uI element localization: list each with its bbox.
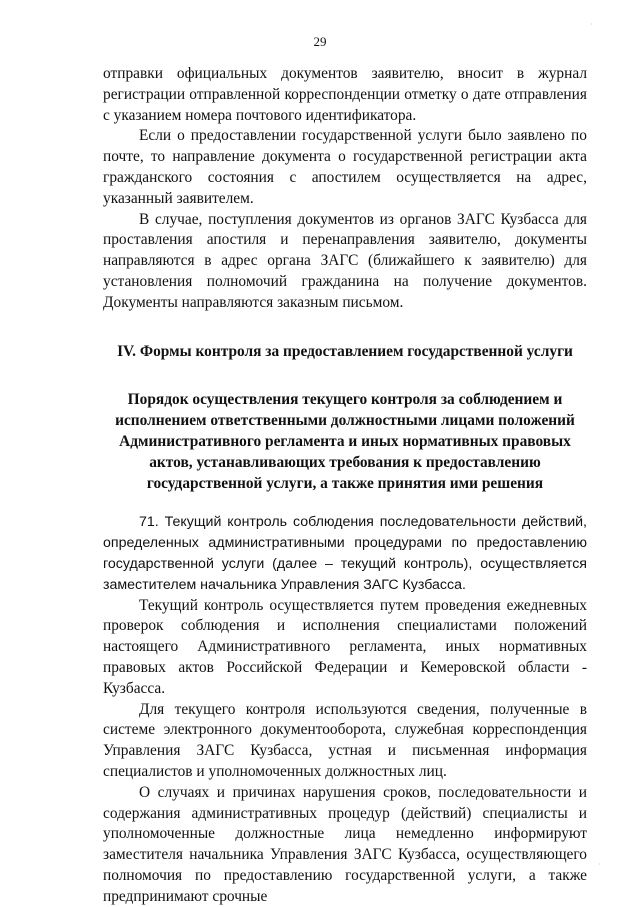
subsection-heading-line: актов, устанавливающих требования к предоставлению bbox=[149, 453, 541, 471]
scan-speck: · bbox=[590, 20, 593, 29]
paragraph-violations: О случаях и причинах нарушения сроков, последовательности и содержания административных процедур (действий) специалисты и уполномоченные должностные лица немедленно информируют заместителя начальника Управления ЗАГС Кузбасса, осуществляющего полномочия по предоставлению государственной услуги, а также предпринимают срочные bbox=[103, 783, 587, 905]
scan-speck: · bbox=[598, 860, 601, 869]
section-heading: IV. Формы контроля за предоставлением государственной услуги bbox=[117, 342, 573, 360]
paragraph-zags-documents: В случае, поступления документов из органов ЗАГС Кузбасса для проставления апостиля и перенаправления заявителю, документы направляются в адрес органа ЗАГС (ближайшего к заявителю) для установления полномочий гражданина на получение документов. Документы направляются заказным письмом. bbox=[103, 210, 587, 311]
subsection-heading-line: исполнением ответственными должностными лицами положений bbox=[115, 412, 575, 430]
paragraph-continuation: отправки официальных документов заявителю, вносит в журнал регистрации отправленной корреспонденции отметку о дате отправления с указанием номера почтового идентификатора. bbox=[103, 65, 587, 124]
paragraph-daily-checks: Текущий контроль осуществляется путем проведения ежедневных проверок соблюдения и исполнения специалистами положений настоящего Административного регламента, иных нормативных правовых актов Российской Федерации и Кемеровской области - Кузбасса. bbox=[103, 596, 587, 697]
subsection-heading bbox=[103, 390, 587, 494]
page-number: 29 bbox=[313, 34, 327, 49]
document-body bbox=[103, 64, 587, 907]
paragraph-information-sources: Для текущего контроля используются сведения, полученные в системе электронного документооборота, служебная корреспонденция Управления ЗАГС Кузбасса, устная и письменная информация специалистов и уполномоченных должностных лиц. bbox=[103, 700, 587, 780]
paragraph-71: 71. Текущий контроль соблюдения последовательности действий, определенных административными процедурами по предоставлению государственной услуги (далее – текущий контроль), осуществляется заместителем начальника Управления ЗАГС Кузбасса. bbox=[103, 514, 587, 593]
subsection-heading-line: Административного регламента и иных нормативных правовых bbox=[119, 432, 571, 450]
subsection-heading-line: Порядок осуществления текущего контроля за соблюдением и bbox=[127, 391, 563, 409]
paragraph-postal-delivery: Если о предоставлении государственной услуги было заявлено по почте, то направление документа о государственной регистрации акта гражданского состояния с апостилем осуществляется на адрес, указанный заявителем. bbox=[103, 127, 587, 207]
subsection-heading-line: государственной услуги, а также принятия ими решения bbox=[146, 474, 544, 492]
